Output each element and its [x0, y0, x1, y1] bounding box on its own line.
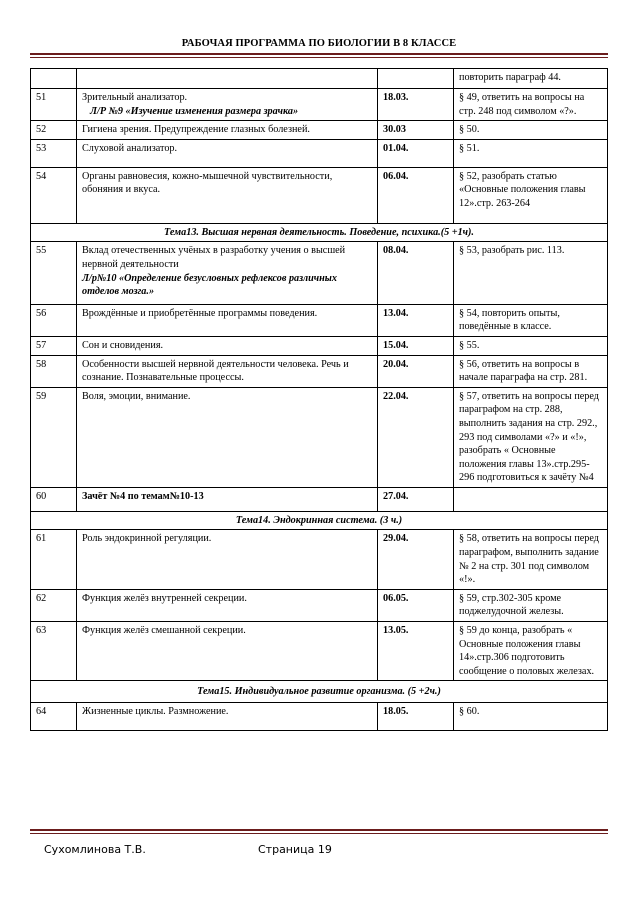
footer-page-number: Страница 19 [258, 843, 332, 856]
lesson-topic: Роль эндокринной регуляции. [77, 530, 378, 589]
table-row [31, 487, 608, 511]
topic-text: Вклад отечественных учёных в разработку учения о высшей нервной деятельности [82, 245, 346, 270]
lesson-date: 18.03. [378, 89, 454, 121]
header-divider-thin [30, 57, 608, 58]
lesson-number: 53 [31, 139, 77, 167]
lesson-homework: § 58, ответить на вопросы перед параграфом, выполнить задание № 2 на стр. 301 под символом «!». [454, 530, 608, 589]
lesson-date: 13.04. [378, 304, 454, 336]
lesson-number: 51 [31, 89, 77, 121]
lesson-homework [454, 487, 608, 511]
lesson-homework: § 59 до конца, разобрать « Основные положения главы 14».стр.306 подготовить сообщение о половых железах. [454, 622, 608, 681]
lesson-date: 13.05. [378, 622, 454, 681]
lesson-date [378, 69, 454, 89]
lesson-number: 55 [31, 242, 77, 304]
lesson-homework: § 50. [454, 121, 608, 140]
theme-header-row [31, 511, 608, 530]
table-row [31, 530, 608, 589]
lesson-number: 62 [31, 589, 77, 621]
theme-title: Тема13. Высшая нервная деятельность. Поведение, психика.(5 +1ч). [31, 223, 608, 242]
lesson-date: 20.04. [378, 355, 454, 387]
lesson-homework: повторить параграф 44. [454, 69, 608, 89]
lesson-date: 27.04. [378, 487, 454, 511]
table-row [31, 703, 608, 731]
table-row [31, 242, 608, 304]
lesson-homework: § 60. [454, 703, 608, 731]
lesson-homework: § 52, разобрать статью «Основные положения главы 12».стр. 263-264 [454, 167, 608, 223]
theme-header-row [31, 681, 608, 703]
lesson-number: 59 [31, 387, 77, 487]
footer-divider [30, 829, 608, 831]
lesson-date: 01.04. [378, 139, 454, 167]
lesson-date: 08.04. [378, 242, 454, 304]
lesson-date: 18.05. [378, 703, 454, 731]
page-header-title: РАБОЧАЯ ПРОГРАММА ПО БИОЛОГИИ В 8 КЛАССЕ [181, 38, 457, 49]
lesson-homework: § 53, разобрать рис. 113. [454, 242, 608, 304]
lesson-topic [77, 89, 378, 121]
lesson-topic: Слуховой анализатор. [77, 139, 378, 167]
lab-work-title: Л/Р №9 «Изучение изменения размера зрачка» [90, 105, 299, 117]
lesson-date: 22.04. [378, 387, 454, 487]
lesson-topic: Функция желёз внутренней секреции. [77, 589, 378, 621]
lesson-topic: Функция желёз смешанной секреции. [77, 622, 378, 681]
header-divider [30, 53, 608, 55]
lesson-date: 15.04. [378, 336, 454, 355]
lesson-homework: § 59, стр.302-305 кроме поджелудочной железы. [454, 589, 608, 621]
lesson-number: 64 [31, 703, 77, 731]
theme-header-row [31, 223, 608, 242]
table-row [31, 121, 608, 140]
table-row [31, 336, 608, 355]
lesson-topic: Особенности высшей нервной деятельности человека. Речь и сознание. Познавательные процессы. [77, 355, 378, 387]
table-row [31, 69, 608, 89]
lesson-number: 52 [31, 121, 77, 140]
lesson-topic: Воля, эмоции, внимание. [77, 387, 378, 487]
lesson-number: 57 [31, 336, 77, 355]
lesson-homework: § 54, повторить опыты, поведённые в классе. [454, 304, 608, 336]
footer-author: Сухомлинова Т.В. [44, 843, 146, 856]
lesson-number: 63 [31, 622, 77, 681]
lesson-topic: Врождённые и приобретённые программы поведения. [77, 304, 378, 336]
lesson-number: 54 [31, 167, 77, 223]
lesson-homework: § 49, ответить на вопросы на стр. 248 под символом «?». [454, 89, 608, 121]
lesson-topic [77, 242, 378, 304]
lesson-date: 06.05. [378, 589, 454, 621]
lesson-date: 29.04. [378, 530, 454, 589]
lesson-homework: § 56, ответить на вопросы в начале параграфа на стр. 281. [454, 355, 608, 387]
lesson-topic: Сон и сновидения. [77, 336, 378, 355]
lesson-homework: § 55. [454, 336, 608, 355]
footer-divider-thin [30, 833, 608, 834]
lesson-topic: Гигиена зрения. Предупреждение глазных болезней. [77, 121, 378, 140]
lesson-plan-table [30, 68, 608, 731]
table-row [31, 89, 608, 121]
lesson-topic: Зачёт №4 по темам№10-13 [77, 487, 378, 511]
table-row [31, 622, 608, 681]
lesson-number: 58 [31, 355, 77, 387]
lesson-date: 30.03 [378, 121, 454, 140]
theme-title: Тема15. Индивидуальное развитие организма. (5 +2ч.) [31, 681, 608, 703]
lesson-date: 06.04. [378, 167, 454, 223]
table-row [31, 387, 608, 487]
topic-text: Зрительный анализатор. [82, 92, 188, 103]
table-row [31, 589, 608, 621]
table-row [31, 355, 608, 387]
lesson-topic: Органы равновесия, кожно-мышечной чувствительности, обоняния и вкуса. [77, 167, 378, 223]
lab-work-title: Л/р№10 «Определение безусловных рефлексов различных отделов мозга.» [82, 272, 337, 298]
theme-title: Тема14. Эндокринная система. (3 ч.) [31, 511, 608, 530]
lesson-number: 56 [31, 304, 77, 336]
lesson-homework: § 51. [454, 139, 608, 167]
lesson-number: 60 [31, 487, 77, 511]
lesson-number: 61 [31, 530, 77, 589]
lesson-topic [77, 69, 378, 89]
table-row [31, 139, 608, 167]
table-row [31, 304, 608, 336]
lesson-topic: Жизненные циклы. Размножение. [77, 703, 378, 731]
lesson-homework: § 57, ответить на вопросы перед параграфом на стр. 288, выполнить задания на стр. 292., 293 под символами «?» и «!», разобрать « Основные положения главы 13».стр.295-296 подготовиться к зачёту №4 [454, 387, 608, 487]
table-row [31, 167, 608, 223]
lesson-number [31, 69, 77, 89]
